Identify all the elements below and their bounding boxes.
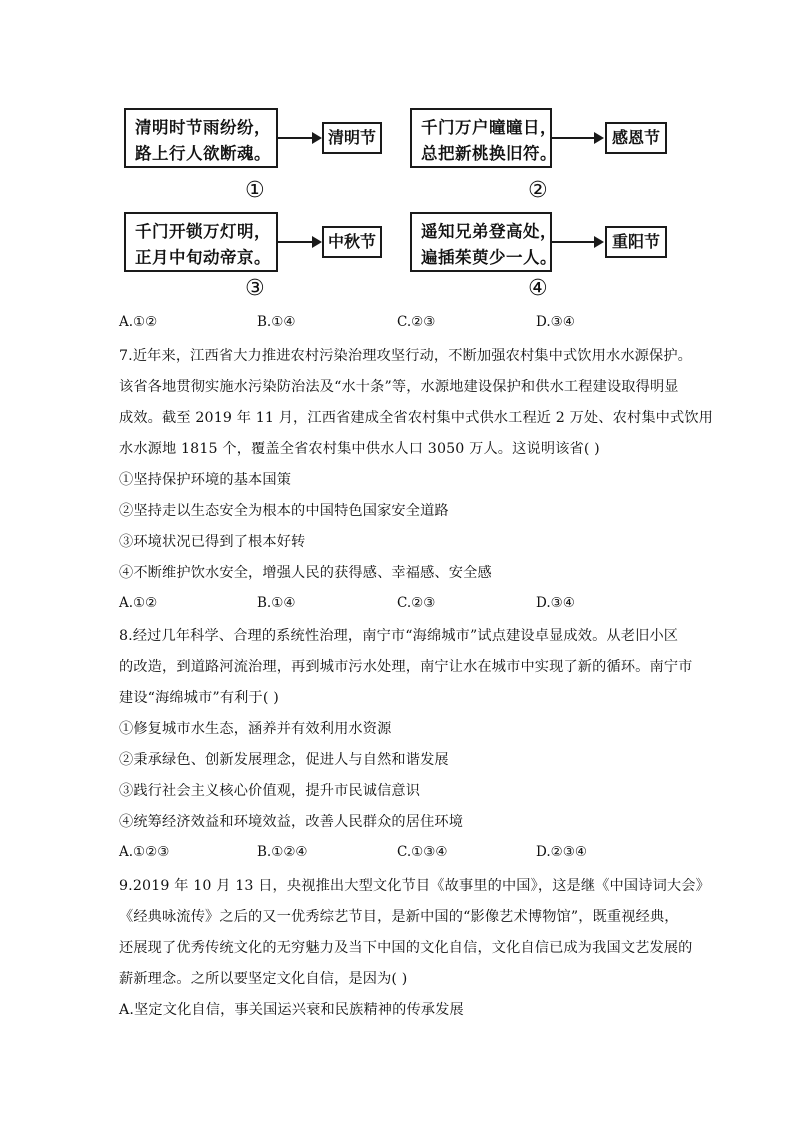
arrow-head-2 [594, 132, 604, 144]
q8-item: ②秉承绿色、创新发展理念，促进人与自然和谐发展 [119, 752, 449, 768]
q9-stem-line: 《经典咏流传》之后的又一优秀综艺节目，是新中国的“影像艺术博物馆”，既重视经典， [119, 909, 679, 925]
arrow-4 [552, 241, 596, 243]
q9-stem-line: 薪新理念。之所以要坚定文化自信，是因为( ) [119, 971, 408, 987]
q8-option-a: A.①②③ [119, 844, 170, 860]
poem-box-1: 清明时节雨纷纷， 路上行人欲断魂。 [124, 108, 278, 168]
arrow-3 [278, 241, 314, 243]
q8-item: ③践行社会主义核心价值观，提升市民诚信意识 [119, 783, 421, 799]
q8-item: ④统筹经济效益和环境效益，改善人民群众的居住环境 [119, 814, 464, 830]
label-num-2: ② [528, 178, 548, 203]
festival-box-3: 中秋节 [322, 226, 382, 258]
arrow-head-3 [312, 236, 322, 248]
q7-item: ③环境状况已得到了根本好转 [119, 534, 306, 550]
q8-option-c: C.①③④ [397, 844, 448, 860]
q7-option-a: A.①② [119, 595, 158, 611]
q6-option-a: A.①② [119, 314, 158, 330]
q7-option-d: D.③④ [536, 595, 575, 611]
q7-stem-line: 成效。截至 2019 年 11 月，江西省建成全省农村集中式供水工程近 2 万处、农村集中式饮用 [119, 410, 714, 426]
q8-option-b: B.①②④ [257, 844, 308, 860]
q6-option-d: D.③④ [536, 314, 575, 330]
q7-option-b: B.①④ [257, 595, 296, 611]
q6-option-b: B.①④ [257, 314, 296, 330]
arrow-1 [278, 137, 314, 139]
arrow-2 [552, 137, 596, 139]
poem-box-2: 千门万户曈曈日， 总把新桃换旧符。 [410, 108, 552, 168]
poem-box-4: 遥知兄弟登高处， 遍插茱萸少一人。 [410, 212, 552, 272]
poem-box-3: 千门开锁万灯明， 正月中旬动帝京。 [124, 212, 278, 272]
arrow-head-1 [312, 132, 322, 144]
q7-item: ④不断维护饮水安全，增强人民的获得感、幸福感、安全感 [119, 565, 492, 581]
label-num-3: ③ [245, 276, 265, 301]
festival-box-1: 清明节 [322, 122, 382, 154]
q7-stem-line: 该省各地贯彻实施水污染防治法及“水十条”等，水源地建设保护和供水工程建设取得明显 [119, 379, 679, 395]
q7-item: ②坚持走以生态安全为根本的中国特色国家安全道路 [119, 503, 449, 519]
q7-option-c: C.②③ [397, 595, 436, 611]
q8-stem-line: 8.经过几年科学、合理的系统性治理，南宁市“海绵城市”试点建设卓显成效。从老旧小区 [119, 628, 679, 644]
q8-stem-line: 的改造，到道路河流治理，再到城市污水处理，南宁让水在城市中实现了新的循环。南宁市 [119, 659, 693, 675]
festival-box-4: 重阳节 [605, 226, 667, 258]
festival-box-2: 感恩节 [605, 122, 667, 154]
q8-stem-line: 建设“海绵城市”有利于( ) [119, 690, 279, 706]
q6-option-c: C.②③ [397, 314, 436, 330]
label-num-1: ① [245, 178, 265, 203]
q7-stem-line: 7.近年来，江西省大力推进农村污染治理攻坚行动，不断加强农村集中式饮用水水源保护。 [119, 348, 693, 364]
q7-stem-line: 水水源地 1815 个，覆盖全省农村集中供水人口 3050 万人。这说明该省( ) [119, 441, 600, 457]
q9-stem-line: 还展现了优秀传统文化的无穷魅力及当下中国的文化自信，文化自信已成为我国文艺发展的 [119, 940, 693, 956]
q9-option-a: A.坚定文化自信，事关国运兴衰和民族精神的传承发展 [119, 1002, 464, 1018]
q7-item: ①坚持保护环境的基本国策 [119, 472, 292, 488]
q8-item: ①修复城市水生态，涵养并有效利用水资源 [119, 721, 392, 737]
label-num-4: ④ [528, 276, 548, 301]
arrow-head-4 [594, 236, 604, 248]
q9-stem-line: 9.2019 年 10 月 13 日，央视推出大型文化节目《故事里的中国》，这是继《中国诗词大会》 [119, 878, 710, 894]
q8-option-d: D.②③④ [536, 844, 587, 860]
